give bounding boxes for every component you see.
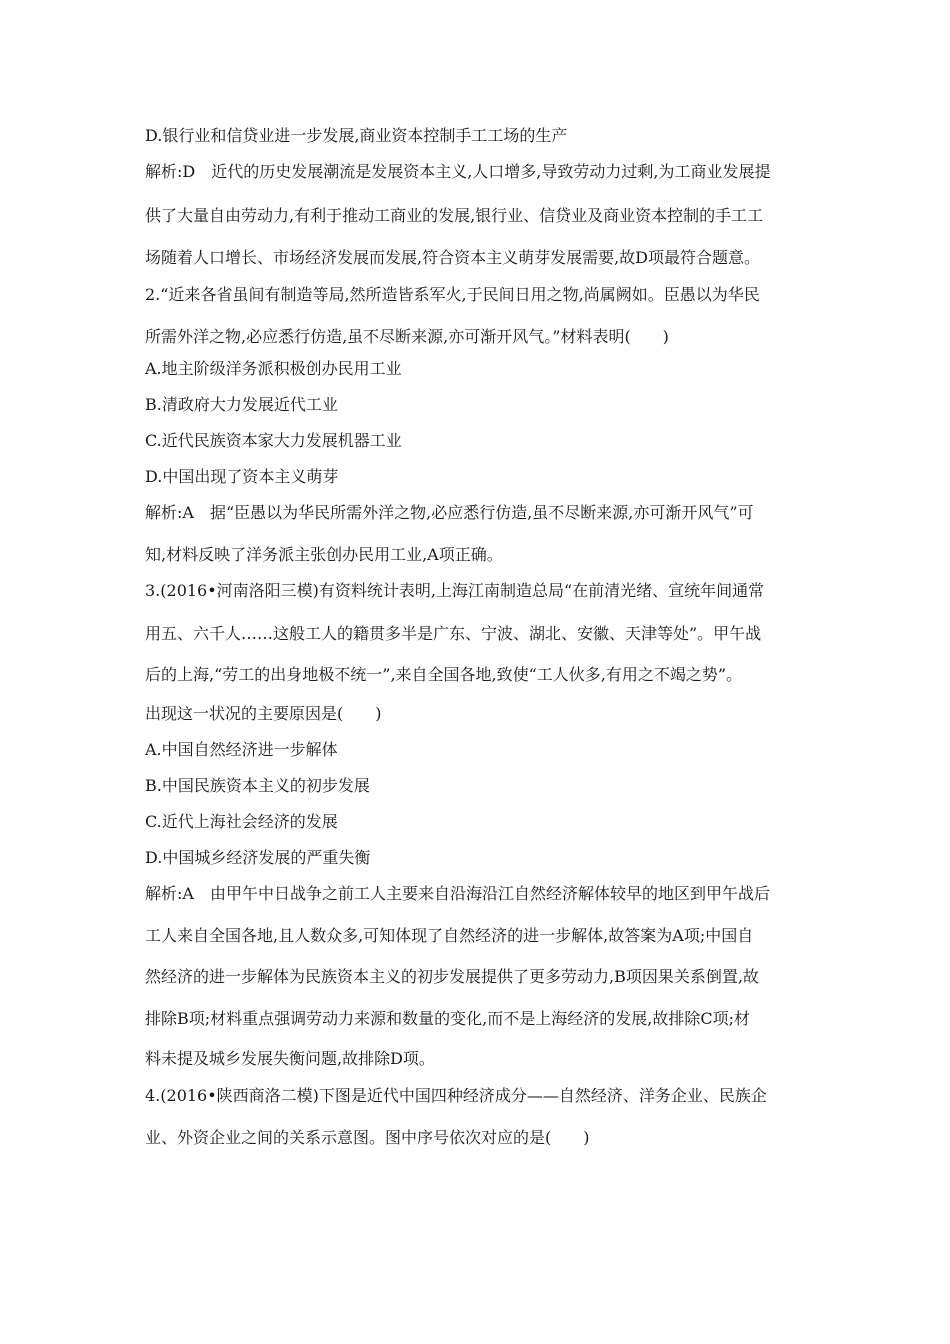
option-b-q2: B.清政府大力发展近代工业 bbox=[145, 395, 338, 414]
question-3-line-4: 出现这一状况的主要原因是( ) bbox=[145, 704, 382, 723]
option-d-q1: D.银行业和信贷业进一步发展,商业资本控制手工工场的生产 bbox=[145, 126, 568, 145]
question-2-line-1: 2.“近来各省虽间有制造等局,然所造皆系军火,于民间日用之物,尚属阙如。臣愚以为华民 bbox=[145, 285, 760, 304]
analysis-q3-line-4: 排除B项;材料重点强调劳动力来源和数量的变化,而不是上海经济的发展,故排除C项;材 bbox=[145, 1009, 750, 1028]
option-a-q3: A.中国自然经济进一步解体 bbox=[145, 740, 338, 759]
question-3-line-3: 后的上海,“劳工的出身地极不统一”,来自全国各地,致使“工人伙多,有用之不竭之势”。 bbox=[145, 665, 743, 684]
question-4-line-2: 业、外资企业之间的关系示意图。图中序号依次对应的是( ) bbox=[145, 1128, 590, 1147]
question-4-line-1: 4.(2016•陕西商洛二模)下图是近代中国四种经济成分——自然经济、洋务企业、民族企 bbox=[145, 1086, 767, 1105]
question-2-line-2: 所需外洋之物,必应悉行仿造,虽不尽断来源,亦可渐开风气。”材料表明( ) bbox=[145, 327, 669, 346]
option-c-q3: C.近代上海社会经济的发展 bbox=[145, 812, 338, 831]
analysis-q3-line-2: 工人来自全国各地,且人数众多,可知体现了自然经济的进一步解体,故答案为A项;中国自 bbox=[145, 926, 754, 945]
analysis-q2-line-2: 知,材料反映了洋务派主张创办民用工业,A项正确。 bbox=[145, 545, 503, 564]
analysis-q1-line-1: 解析:D 近代的历史发展潮流是发展资本主义,人口增多,导致劳动力过剩,为工商业发展提 bbox=[145, 162, 771, 181]
analysis-q3-line-5: 料未提及城乡发展失衡问题,故排除D项。 bbox=[145, 1049, 435, 1068]
option-d-q2: D.中国出现了资本主义萌芽 bbox=[145, 467, 339, 486]
option-c-q2: C.近代民族资本家大力发展机器工业 bbox=[145, 431, 402, 450]
option-d-q3: D.中国城乡经济发展的严重失衡 bbox=[145, 848, 371, 867]
analysis-q3-line-1: 解析:A 由甲午中日战争之前工人主要来自沿海沿江自然经济解体较早的地区到甲午战后 bbox=[145, 884, 770, 903]
analysis-q1-line-3: 场随着人口增长、市场经济发展而发展,符合资本主义萌芽发展需要,故D项最符合题意。 bbox=[145, 248, 761, 267]
question-3-line-1: 3.(2016•河南洛阳三模)有资料统计表明,上海江南制造总局“在前清光绪、宣统年间通常 bbox=[145, 581, 765, 600]
option-b-q3: B.中国民族资本主义的初步发展 bbox=[145, 776, 370, 795]
option-a-q2: A.地主阶级洋务派积极创办民用工业 bbox=[145, 359, 402, 378]
analysis-q1-line-2: 供了大量自由劳动力,有利于推动工商业的发展,银行业、信贷业及商业资本控制的手工工 bbox=[145, 206, 764, 225]
question-3-line-2: 用五、六千人……这般工人的籍贯多半是广东、宁波、湖北、安徽、天津等处”。甲午战 bbox=[145, 624, 762, 643]
analysis-q3-line-3: 然经济的进一步解体为民族资本主义的初步发展提供了更多劳动力,B项因果关系倒置,故 bbox=[145, 967, 759, 986]
analysis-q2-line-1: 解析:A 据“臣愚以为华民所需外洋之物,必应悉行仿造,虽不尽断来源,亦可渐开风气”可 bbox=[145, 503, 754, 522]
